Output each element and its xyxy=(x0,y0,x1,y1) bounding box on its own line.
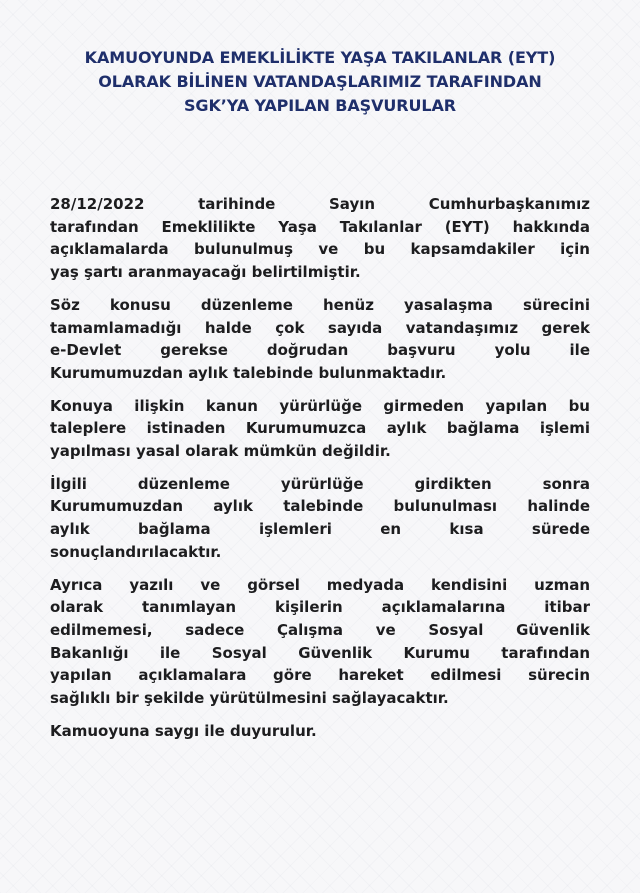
paragraph-line: e-Devlet gerekse doğrudan başvuru yolu ile xyxy=(50,341,590,360)
paragraph-2 xyxy=(50,294,590,385)
announcement-body xyxy=(50,193,590,742)
paragraph-line: tamamlamadığı halde çok sayıda vatandaşımız gerek xyxy=(50,318,590,337)
paragraph-line: Konuya ilişkin kanun yürürlüğe girmeden yapılan bu xyxy=(50,396,590,415)
paragraph-3 xyxy=(50,395,590,463)
paragraph-line: Kurumumuzdan aylık talebinde bulunulması halinde xyxy=(50,497,590,516)
paragraph-line: olarak tanımlayan kişilerin açıklamalarına itibar xyxy=(50,598,590,617)
paragraph-line: Kurumumuzdan aylık talebinde bulunmaktadır. xyxy=(50,363,447,382)
paragraph-4 xyxy=(50,473,590,564)
paragraph-line: aylık bağlama işlemleri en kısa sürede xyxy=(50,520,590,539)
title-line: OLARAK BİLİNEN VATANDAŞLARIMIZ TARAFINDAN xyxy=(98,72,542,91)
paragraph-line: taleplere istinaden Kurumumuzca aylık bağlama işlemi xyxy=(50,419,590,438)
paragraph-line: Ayrıca yazılı ve görsel medyada kendisini uzman xyxy=(50,575,590,594)
paragraph-1 xyxy=(50,193,590,284)
announcement-title xyxy=(40,46,600,118)
paragraph-line: 28/12/2022 tarihinde Sayın Cumhurbaşkanımız xyxy=(50,195,590,213)
closing-line: Kamuoyuna saygı ile duyurulur. xyxy=(50,721,317,740)
paragraph-line: İlgili düzenleme yürürlüğe girdikten sonra xyxy=(50,474,590,493)
paragraph-line: açıklamalarda bulunulmuş ve bu kapsamdakiler için xyxy=(50,240,590,259)
paragraph-line: edilmemesi, sadece Çalışma ve Sosyal Güvenlik xyxy=(50,620,590,639)
paragraph-line: Söz konusu düzenleme henüz yasalaşma sürecini xyxy=(50,295,590,314)
paragraph-line: sağlıklı bir şekilde yürütülmesini sağlayacaktır. xyxy=(50,689,449,708)
title-line: KAMUOYUNDA EMEKLİLİKTE YAŞA TAKILANLAR (EYT) xyxy=(84,48,556,67)
paragraph-line: Bakanlığı ile Sosyal Güvenlik Kurumu tarafından xyxy=(50,643,590,662)
paragraph-line: yapılan açıklamalara göre hareket edilmesi sürecin xyxy=(50,666,590,685)
paragraph-5 xyxy=(50,574,590,710)
paragraph-line: tarafından Emeklilikte Yaşa Takılanlar (EYT) hakkında xyxy=(50,217,590,236)
title-line: SGK’YA YAPILAN BAŞVURULAR xyxy=(184,96,456,115)
paragraph-line: sonuçlandırılacaktır. xyxy=(50,542,222,561)
paragraph-line: yaş şartı aranmayacağı belirtilmiştir. xyxy=(50,263,361,282)
paragraph-line: yapılması yasal olarak mümkün değildir. xyxy=(50,442,391,461)
